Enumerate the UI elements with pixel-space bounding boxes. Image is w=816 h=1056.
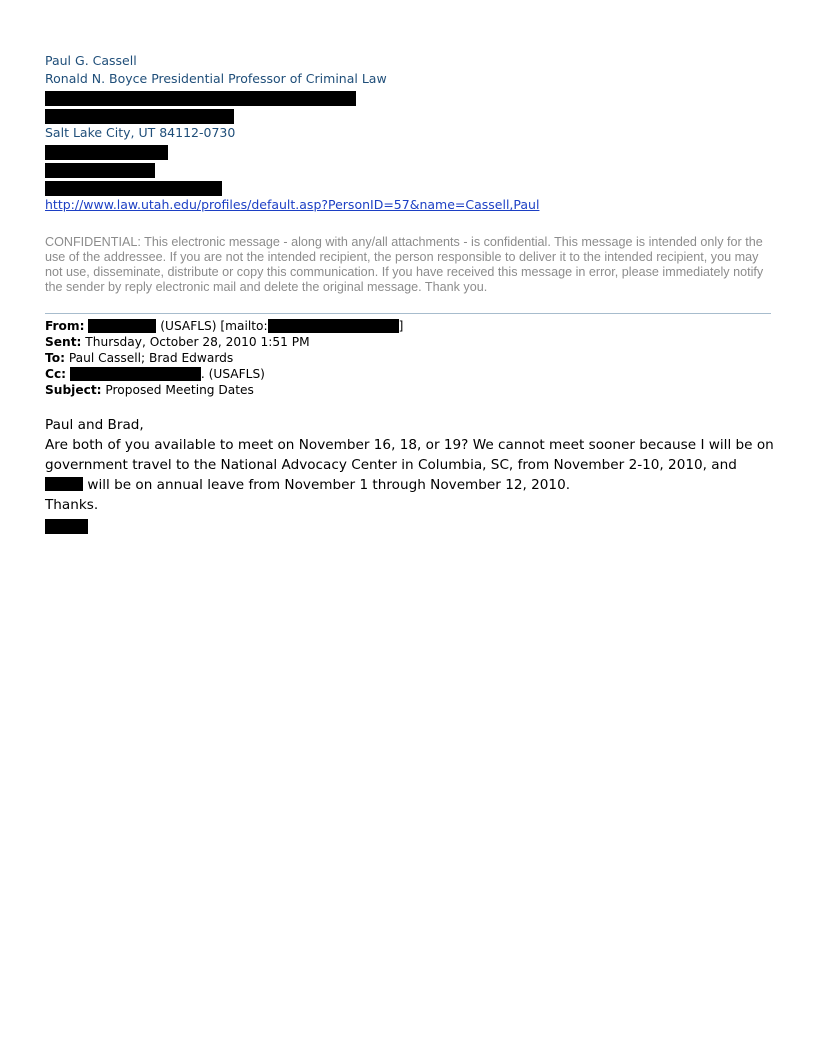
from-label: From: xyxy=(45,319,85,333)
redaction-bar xyxy=(45,91,356,106)
signature-block xyxy=(45,52,539,214)
signature-city: Salt Lake City, UT 84112-0730 xyxy=(45,125,236,140)
body-text-1: Are both of you available to meet on November 16, 18, or 19? We cannot meet sooner because I will be on government travel to the National Advocacy Center in Columbia, SC, from November 2-10, 2010, and xyxy=(45,437,774,473)
redaction-bar xyxy=(268,319,399,333)
redaction-bar xyxy=(88,319,156,333)
redaction-bar xyxy=(70,367,201,381)
subject-line xyxy=(45,382,403,398)
redaction-bar xyxy=(45,477,83,491)
to-line xyxy=(45,350,403,366)
to-label: To: xyxy=(45,351,65,365)
sent-value: Thursday, October 28, 2010 1:51 PM xyxy=(81,335,310,349)
redaction-bar xyxy=(45,145,168,160)
email-body xyxy=(45,415,775,534)
from-address-end: ] xyxy=(398,319,404,333)
from-address-prefix: (USAFLS) [mailto: xyxy=(156,319,268,333)
divider xyxy=(45,313,771,314)
profile-link[interactable]: http://www.law.utah.edu/profiles/default.asp?PersonID=57&name=Cassell,Paul xyxy=(45,197,540,212)
closing: Thanks. xyxy=(45,497,99,513)
redaction-bar xyxy=(45,181,222,196)
subject-value: Proposed Meeting Dates xyxy=(101,383,254,397)
redaction-bar xyxy=(45,109,234,124)
subject-label: Subject: xyxy=(45,383,102,397)
body-paragraph xyxy=(45,435,775,495)
redaction-bar xyxy=(45,163,155,178)
cc-label: Cc: xyxy=(45,367,67,381)
cc-value: . (USAFLS) xyxy=(200,367,265,381)
email-header xyxy=(45,318,403,398)
from-line xyxy=(45,318,403,334)
cc-line xyxy=(45,366,403,382)
to-value: Paul Cassell; Brad Edwards xyxy=(64,351,234,365)
greeting: Paul and Brad, xyxy=(45,417,144,433)
signature-redaction xyxy=(45,519,88,534)
sent-line xyxy=(45,334,403,350)
signature-title: Ronald N. Boyce Presidential Professor of Criminal Law xyxy=(45,71,387,86)
signature-name: Paul G. Cassell xyxy=(45,53,137,68)
sent-label: Sent: xyxy=(45,335,82,349)
confidentiality-notice: CONFIDENTIAL: This electronic message - along with any/all attachments - is confidential. This message is intended only for the use of the addressee. If you are not the intended recipient, the person responsible to deliver it to the intended recipient, you may not use, disseminate, distribute or copy this communication. If you have received this message in error, please immediately notify the sender by reply electronic mail and delete the original message. Thank you. xyxy=(45,235,764,294)
body-text-2: will be on annual leave from November 1 through November 12, 2010. xyxy=(83,477,571,493)
